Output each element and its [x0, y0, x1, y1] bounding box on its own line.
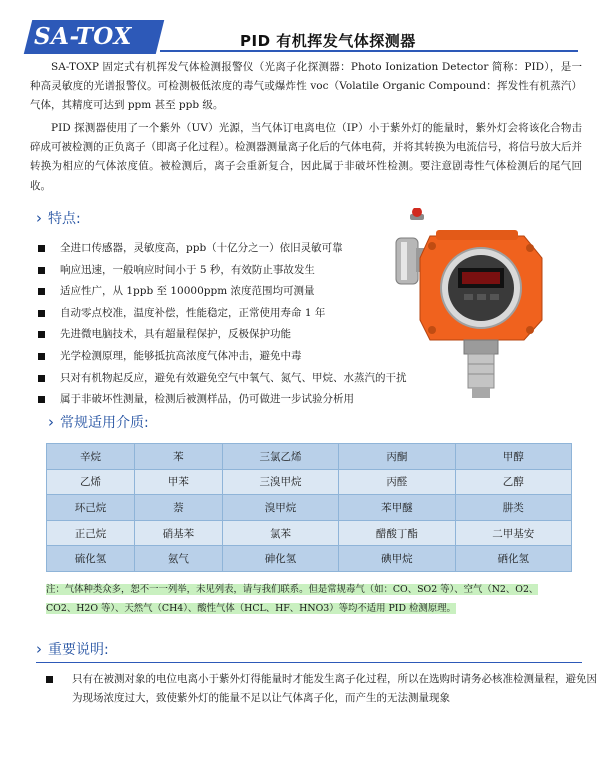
table-row [47, 495, 572, 521]
media-table [46, 443, 572, 572]
chevron-right-icon: › [48, 413, 54, 431]
table-cell: 硒化氢 [455, 546, 571, 572]
table-cell: 苯 [134, 444, 222, 470]
table-cell: 肼类 [455, 495, 571, 521]
list-item: 属于非破坏性测量，检测后被测样品，仍可做进一步试验分析用 [38, 389, 438, 411]
square-bullet-icon [38, 331, 45, 338]
square-bullet-icon [38, 267, 45, 274]
list-item: 只对有机物起反应，避免有效避免空气中氧气、氮气、甲烷、水蒸汽的干扰 [38, 368, 438, 390]
list-item: 适应性广，从 1ppb 至 10000ppm 浓度范围均可测量 [38, 281, 438, 303]
square-bullet-icon [38, 245, 45, 252]
table-row [47, 444, 572, 470]
square-bullet-icon [38, 396, 45, 403]
table-cell: 硝基苯 [134, 520, 222, 546]
table-cell: 乙醇 [455, 469, 571, 495]
list-item: 光学检测原理，能够抵抗高浓度气体冲击，避免中毒 [38, 346, 438, 368]
logo-text: SA-TOX [34, 23, 132, 50]
table-cell: 丙醛 [339, 469, 455, 495]
square-bullet-icon [38, 375, 45, 382]
page-title: PID 有机挥发气体探测器 [240, 32, 416, 50]
table-cell: 环己烷 [47, 495, 135, 521]
list-item: 响应迅速，一般响应时间小于 5 秒，有效防止事故发生 [38, 260, 438, 282]
intro-paragraph: SA-TOXP 固定式有机挥发气体检测报警仪（光离子化探测器：Photo Ionization Detector 简称：PID），是一种高灵敏度的光谱报警仪。可检测极低浓度的毒气或爆炸性 voc（Volatile Organic Compound：挥发性有机蒸汽）气体，其精度可达到 ppm 甚至 ppb 级。 [30, 61, 582, 112]
list-item: 自动零点校准，温度补偿，性能稳定，正常使用寿命 1 年 [38, 303, 438, 325]
notice-paragraph: 只有在被测对象的电位电离小于紫外灯得能量时才能发生离子化过程，所以在选购时请务必核准检测量程，避免因为现场浓度过大，致使紫外灯的能量不足以让气体离子化，而产生的无法测量现象 [46, 670, 600, 708]
square-bullet-icon [38, 353, 45, 360]
table-cell: 丙酮 [339, 444, 455, 470]
header-rule [160, 50, 578, 52]
table-row [47, 469, 572, 495]
table-cell: 甲苯 [134, 469, 222, 495]
table-row [47, 520, 572, 546]
table-cell: 萘 [134, 495, 222, 521]
square-bullet-icon [38, 288, 45, 295]
table-cell: 三溴甲烷 [222, 469, 338, 495]
table-cell: 二甲基安 [455, 520, 571, 546]
table-cell: 苯甲醚 [339, 495, 455, 521]
square-bullet-icon [38, 310, 45, 317]
table-cell: 甲醇 [455, 444, 571, 470]
list-item: 先进微电脑技术，具有超量程保护，反极保护功能 [38, 324, 438, 346]
table-cell: 砷化氢 [222, 546, 338, 572]
table-cell: 三氯乙烯 [222, 444, 338, 470]
feature-list [38, 238, 438, 411]
media-heading: › 常规适用介质: [48, 413, 149, 431]
table-cell: 醋酸丁酯 [339, 520, 455, 546]
table-cell: 氯苯 [222, 520, 338, 546]
table-cell: 氨气 [134, 546, 222, 572]
applicability-note: 注：气体种类众多，恕不一一列举，未见列表，请与我们联系。但是常规毒气（如：CO、SO2 等）、空气（N2、O2、CO2、H2O 等）、天然气（CH4）、酸性气体（HCL、HF、HNO3）等均不适用 PID 检测原理。 [46, 584, 539, 614]
table-cell: 乙烯 [47, 469, 135, 495]
principle-paragraph: PID 探测器使用了一个紫外（UV）光源，当气体订电离电位（IP）小于紫外灯的能量时，紫外灯会将该化合物击碎成可被检测的正负离子（即离子化过程）。检测器测量离子化后的气体电荷，并将其转换为电流信号，将信号放大后并转换为相应的气体浓度值。被检测后，离子会重新复合，因此属于非破坏性检测。要注意剧毒性气体检测后的尾气回收。 [30, 122, 582, 192]
chevron-right-icon: › [36, 209, 42, 227]
table-cell: 碘甲烷 [339, 546, 455, 572]
table-row [47, 546, 572, 572]
square-bullet-icon [46, 676, 53, 683]
notice-rule [36, 662, 582, 663]
chevron-right-icon: › [36, 640, 42, 658]
list-item: 全进口传感器，灵敏度高，ppb（十亿分之一）依旧灵敏可靠 [38, 238, 438, 260]
features-heading: › 特点: [36, 209, 81, 227]
table-cell: 硫化氢 [47, 546, 135, 572]
gas-detector-image [392, 208, 552, 404]
table-cell: 正己烷 [47, 520, 135, 546]
table-cell: 辛烷 [47, 444, 135, 470]
table-cell: 溴甲烷 [222, 495, 338, 521]
notice-heading: › 重要说明: [36, 640, 109, 658]
